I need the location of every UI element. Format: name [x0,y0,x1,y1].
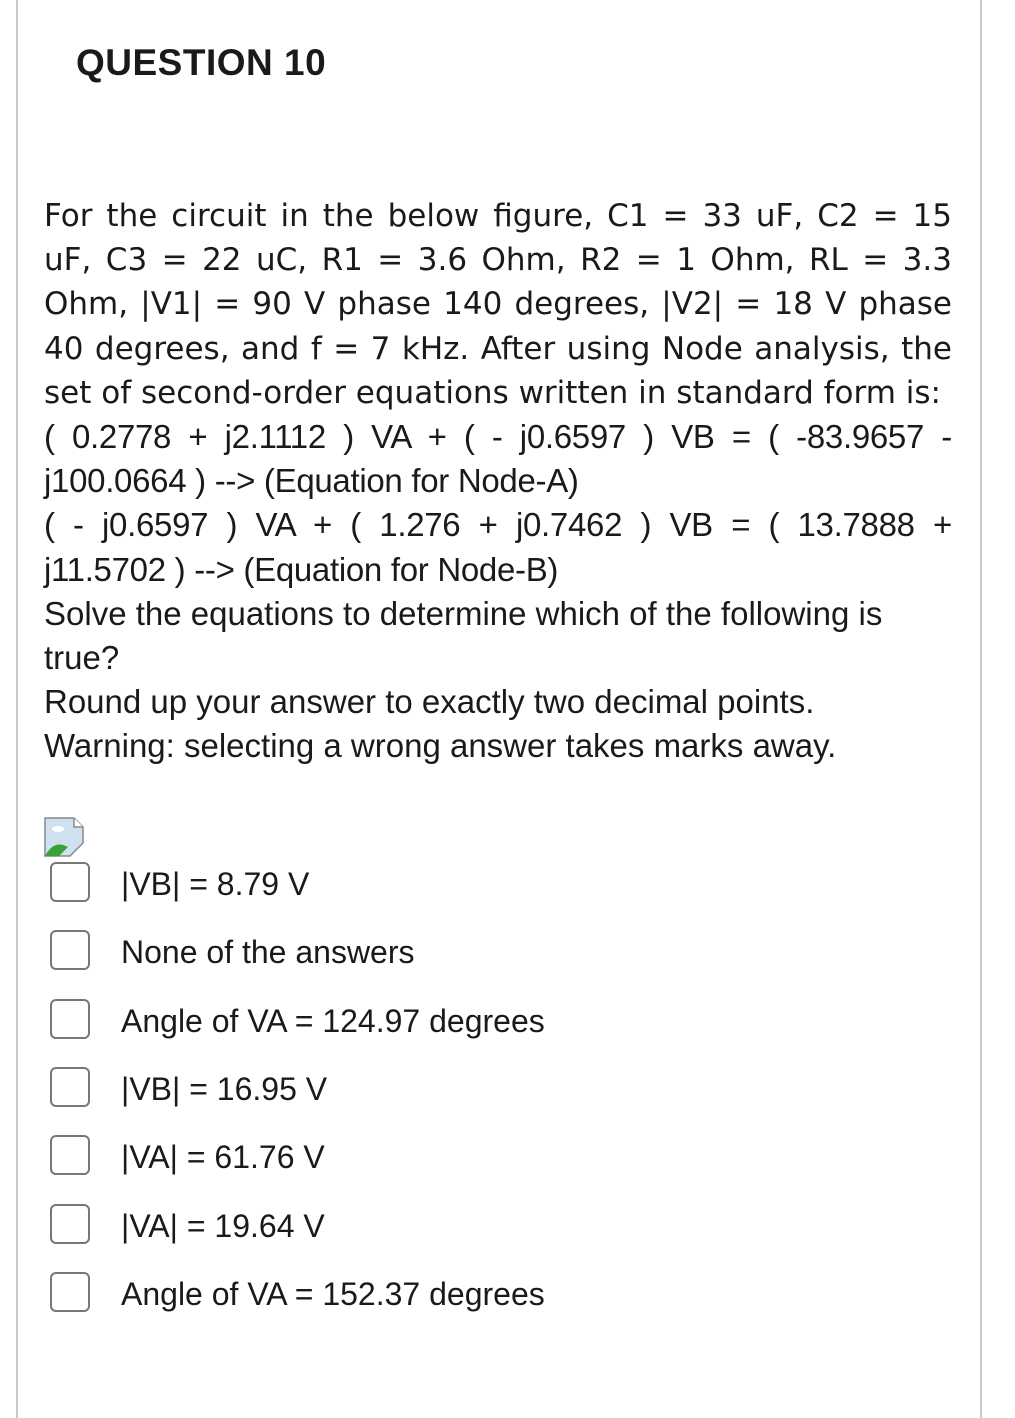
option-checkbox[interactable] [50,930,90,970]
answer-option[interactable] [50,1270,545,1314]
option-label[interactable]: Angle of VA = 152.37 degrees [121,1275,545,1312]
answer-option[interactable] [50,1065,328,1109]
equation-b-line2: j11.5702 ) --> (Equation for Node-B) [44,550,559,588]
answer-option[interactable] [50,928,415,972]
equation-a-line1: ( 0.2778 + j2.1112 ) VA + ( - j0.6597 ) VB = ( -83.9657 - [44,418,952,456]
option-label[interactable]: |VA| = 19.64 V [121,1207,325,1244]
instruction-text: Solve the equations to determine which of the following is true? [44,594,883,677]
option-label[interactable]: Angle of VA = 124.97 degrees [121,1002,545,1039]
question-text: For the circuit in the below figure, C1 = 33 uF, C2 = 15 uF, C3 = 22 uC, R1 = 3.6 Ohm, R2 = 1 Ohm, RL = 3.3 Ohm, |V1| = 90 V phase 140 degrees, |V2| = 18 V phase 40 degrees, and f = 7 kHz. After using Node analysis, the set of second-order equations written in standard form is: [44,198,952,411]
option-label[interactable]: None of the answers [121,934,415,971]
option-checkbox[interactable] [50,999,90,1039]
answer-option[interactable] [50,1202,325,1246]
question-title: QUESTION 10 [76,42,327,83]
option-checkbox[interactable] [50,1272,90,1312]
answer-option[interactable] [50,1133,325,1177]
option-label[interactable]: |VB| = 16.95 V [121,1070,328,1107]
equation-b-line1: ( - j0.6597 ) VA + ( 1.276 + j0.7462 ) VB = ( 13.7888 + [44,506,952,544]
option-checkbox[interactable] [50,1067,90,1107]
answer-option[interactable] [50,860,310,904]
option-label[interactable]: |VB| = 8.79 V [121,866,310,902]
answer-option[interactable] [50,997,545,1041]
option-label[interactable]: |VA| = 61.76 V [121,1139,325,1176]
rounding-text: Round up your answer to exactly two decimal points. [44,683,815,721]
option-checkbox[interactable] [50,1135,90,1175]
option-checkbox[interactable] [50,1204,90,1244]
equation-a-line2: j100.0664 ) --> (Equation for Node-A) [44,462,579,500]
option-checkbox[interactable] [50,862,90,902]
question-body [44,194,952,769]
broken-image-icon [44,817,84,857]
warning-text: Warning: selecting a wrong answer takes marks away. [44,727,837,765]
